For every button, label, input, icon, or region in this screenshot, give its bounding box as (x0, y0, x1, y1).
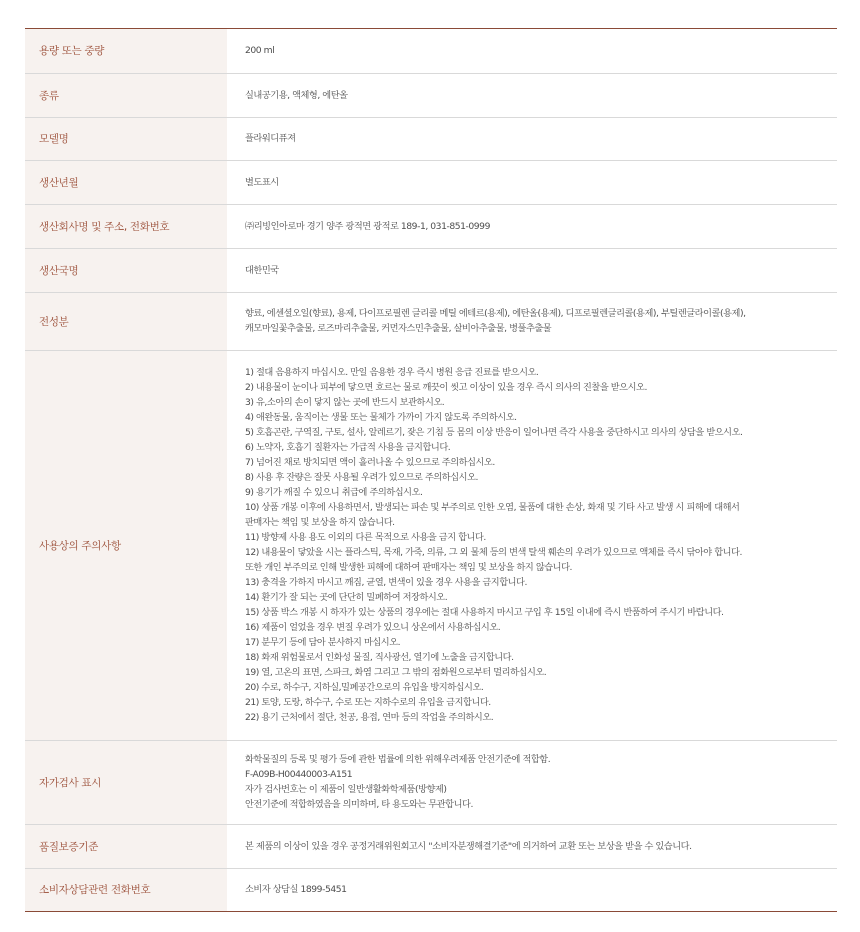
info-value-line: 화학물질의 등록 및 평가 등에 관한 법률에 의한 위해우려제품 안전기준에 적합함. (245, 754, 551, 765)
info-value-line: F-A09B-H00440003-A151 (245, 769, 353, 780)
info-value-line: 안전기준에 적합하였음을 의미하며, 타 용도와는 무관합니다. (245, 799, 473, 810)
info-label: 사용상의 주의사항 (25, 350, 227, 740)
info-value-line: 21) 토양, 도랑, 하수구, 수로 또는 지하수로의 유입을 금지합니다. (245, 697, 491, 708)
info-value-line: 12) 내용물이 닿았을 시는 플라스틱, 목재, 가죽, 의류, 그 외 물체 등의 변색 탈색 훼손의 우려가 있으므로 액체를 즉시 닦아야 합니다. (245, 547, 742, 558)
info-value-line: 대한민국 (245, 264, 279, 276)
info-value-line: 5) 호흡곤란, 구역질, 구토, 설사, 알레르기, 잦은 기침 등 몸의 이상 반응이 일어나면 즉각 사용을 중단하시고 의사의 상담을 받으시오. (245, 427, 743, 438)
info-value-line: 22) 용기 근처에서 절단, 천공, 용접, 연마 등의 작업을 주의하시오. (245, 712, 494, 723)
info-label: 전성분 (25, 292, 227, 350)
info-value (227, 824, 837, 868)
info-label: 소비자상담관련 전화번호 (25, 868, 227, 911)
info-label: 품질보증기준 (25, 824, 227, 868)
info-row-type (25, 73, 837, 117)
info-value-line: 소비자 상담실 1899-5451 (245, 884, 347, 896)
info-label: 용량 또는 중량 (25, 29, 227, 73)
info-value (227, 350, 837, 740)
product-info-table (25, 29, 837, 911)
info-value (227, 292, 837, 350)
info-value-line: 2) 내용물이 눈이나 피부에 닿으면 흐르는 물로 깨끗이 씻고 이상이 있을 경우 즉시 의사의 진찰을 받으시오. (245, 382, 647, 393)
info-value-line: 또한 개인 부주의로 인해 발생한 피해에 대하여 판매자는 책임 및 보상을 하지 않습니다. (245, 562, 572, 573)
info-label: 모델명 (25, 117, 227, 160)
info-value-line: 200 ml (245, 45, 275, 57)
info-row-precautions (25, 350, 837, 740)
info-value-line: 플라워디퓨져 (245, 133, 296, 144)
info-value-line: 17) 분무기 등에 담아 분사하지 마십시오. (245, 637, 401, 648)
info-row-model (25, 117, 837, 160)
info-value-line: 본 제품의 이상이 있을 경우 공정거래위원회고시 "소비자분쟁해결기준"에 의거하여 교환 또는 보상을 받을 수 있습니다. (245, 840, 692, 852)
info-row-production-date (25, 160, 837, 204)
info-row-self-inspection (25, 740, 837, 824)
info-value-line: 1) 절대 음용하지 마십시오. 만일 음용한 경우 즉시 병원 응급 진료를 받으시오. (245, 367, 539, 378)
info-value-line: 16) 제품이 얼었을 경우 변질 우려가 있으니 상온에서 사용하십시오. (245, 622, 501, 633)
info-value-line: 10) 상품 개봉 이후에 사용하면서, 발생되는 파손 및 부주의로 인한 오염, 물품에 대한 손상, 화재 및 기타 사고 발생 시 피해에 대해서 (245, 502, 740, 513)
info-row-capacity (25, 29, 837, 73)
info-value-line: 18) 화재 위험물로서 인화성 물질, 직사광선, 열기에 노출을 금지합니다. (245, 652, 514, 663)
info-label: 생산년월 (25, 160, 227, 204)
info-value-line: 15) 상품 박스 개봉 시 하자가 있는 상품의 경우에는 절대 사용하지 마시고 구입 후 15일 이내에 즉시 반품하여 주시기 바랍니다. (245, 607, 724, 618)
info-value-line: ㈜리빙인아로마 경기 양주 광적면 광적로 189-1, 031-851-0999 (245, 220, 490, 232)
info-value (227, 160, 837, 204)
info-label: 자가검사 표시 (25, 740, 227, 824)
product-info-table-wrapper (25, 28, 837, 912)
info-row-country (25, 248, 837, 292)
info-value-line: 7) 넘어진 채로 방치되면 액이 흘러나올 수 있으므로 주의하십시오. (245, 457, 495, 468)
info-value-line: 6) 노약자, 호흡기 질환자는 가급적 사용을 금지합니다. (245, 442, 451, 453)
info-row-manufacturer (25, 204, 837, 248)
info-value-line: 캐모마일꽃추출물, 로즈마리추출물, 커먼자스민추출물, 살비아추출물, 병풀추출물 (245, 323, 552, 334)
info-row-consumer-phone (25, 868, 837, 911)
info-value-line: 3) 유,소아의 손이 닿지 않는 곳에 반드시 보관하시오. (245, 397, 445, 408)
info-value-line: 4) 애완동물, 움직이는 생물 또는 물체가 가까이 가지 않도록 주의하시오. (245, 412, 517, 423)
info-value (227, 204, 837, 248)
info-value-line: 11) 방향제 사용 용도 이외의 다른 목적으로 사용을 금지 합니다. (245, 532, 486, 543)
info-value-line: 판매자는 책임 및 보상을 하지 않습니다. (245, 517, 395, 528)
info-row-quality-standard (25, 824, 837, 868)
info-value (227, 868, 837, 911)
product-info-table-body (25, 29, 837, 911)
info-value-line: 향료, 에센셜오일(향료), 용제, 다이프로필렌 글리콜 메틸 에테르(용제), 에탄올(용제), 디프로필렌글리콜(용제), 부틸렌글라이콜(용제), (245, 308, 746, 319)
info-value-line: 20) 수로, 하수구, 지하실,밀폐공간으로의 유입을 방지하십시오. (245, 682, 484, 693)
info-value (227, 117, 837, 160)
info-label: 종류 (25, 73, 227, 117)
info-value (227, 29, 837, 73)
info-label: 생산회사명 및 주소, 전화번호 (25, 204, 227, 248)
info-value-line: 13) 충격을 가하지 마시고 깨짐, 균열, 변색이 있을 경우 사용을 금지합니다. (245, 577, 527, 588)
info-value-line: 실내공기용, 액체형, 에탄올 (245, 89, 348, 101)
info-value-line: 9) 용기가 깨질 수 있으니 취급에 주의하십시오. (245, 487, 423, 498)
info-label: 생산국명 (25, 248, 227, 292)
info-value (227, 248, 837, 292)
info-row-ingredients (25, 292, 837, 350)
info-value-line: 8) 사용 후 잔량은 잘못 사용될 우려가 있으므로 주의하십시오. (245, 472, 478, 483)
info-value-line: 별도표시 (245, 176, 279, 188)
info-value (227, 740, 837, 824)
info-value-line: 19) 열, 고온의 표면, 스파크, 화염 그리고 그 밖의 점화원으로부터 멀리하십시오. (245, 667, 547, 678)
info-value (227, 73, 837, 117)
info-value-line: 14) 환기가 잘 되는 곳에 단단히 밀폐하여 저장하시오. (245, 592, 448, 603)
info-value-line: 자가 검사번호는 이 제품이 일반생활화학제품(방향제) (245, 784, 447, 795)
